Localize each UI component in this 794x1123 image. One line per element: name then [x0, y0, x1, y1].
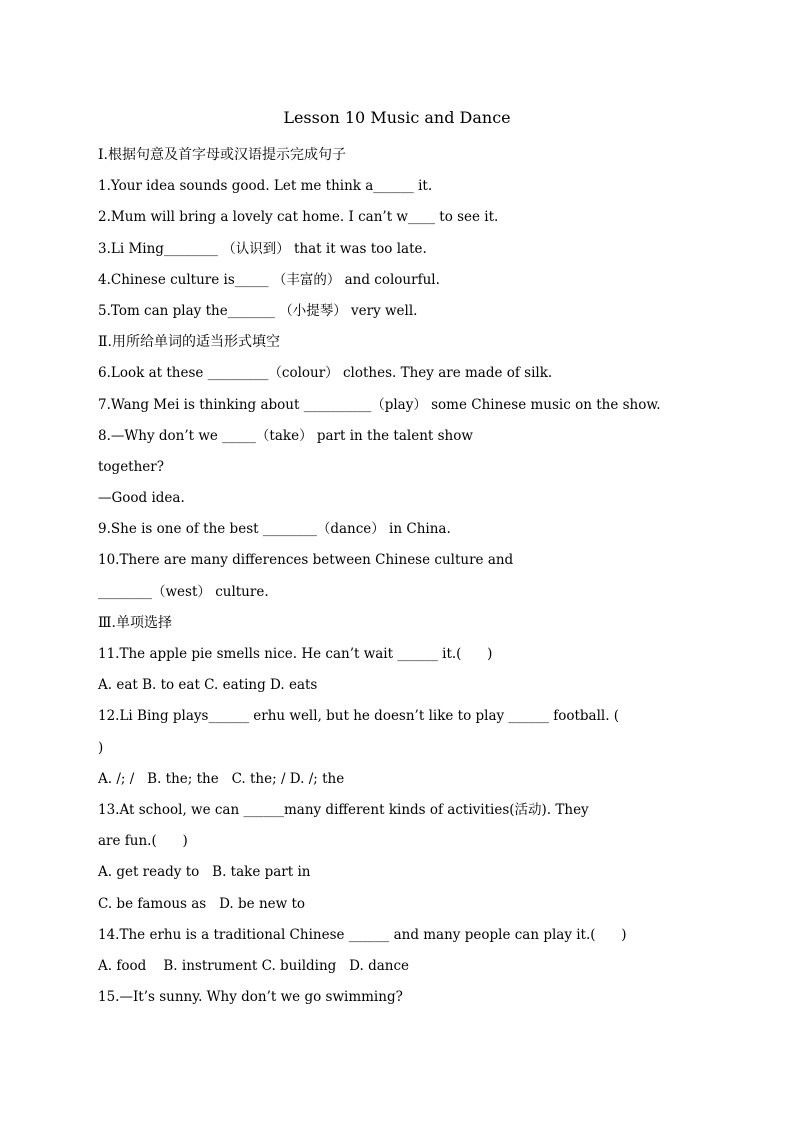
- question-3: 3.Li Ming________ （认识到） that it was too late.: [98, 240, 427, 257]
- section-heading-1: Ⅰ.根据句意及首字母或汉语提示完成句子: [98, 147, 346, 163]
- question-14-options: A. food B. instrument C. building D. dance: [98, 957, 410, 974]
- question-10: 10.There are many differences between Chinese culture and: [98, 552, 514, 569]
- question-11: 11.The apple pie smells nice. He can’t wait ______ it.( ): [98, 646, 493, 662]
- question-5: 5.Tom can play the_______ （小提琴） very well.: [98, 302, 418, 319]
- question-10-continued: ________（west） culture.: [98, 583, 269, 600]
- question-13-options-cd: C. be famous as D. be new to: [98, 895, 306, 912]
- question-1: 1.Your idea sounds good. Let me think a______ it.: [98, 178, 433, 195]
- exercise-body: [98, 142, 703, 1015]
- question-7: 7.Wang Mei is thinking about __________（play） some Chinese music on the show.: [98, 396, 661, 413]
- question-4: 4.Chinese culture is_____ （丰富的） and colourful.: [98, 271, 440, 288]
- question-13-options-ab: A. get ready to B. take part in: [98, 864, 311, 881]
- question-6: 6.Look at these _________（colour） clothes. They are made of silk.: [98, 365, 553, 382]
- question-12-continued: ): [98, 739, 104, 756]
- page-title: Lesson 10 Music and Dance: [283, 108, 511, 127]
- section-heading-2: Ⅱ.用所给单词的适当形式填空: [98, 334, 280, 351]
- question-8-reply: —Good idea.: [98, 490, 185, 507]
- question-14: 14.The erhu is a traditional Chinese ______ and many people can play it.( ): [98, 926, 627, 943]
- question-9: 9.She is one of the best ________（dance） in China.: [98, 521, 451, 538]
- question-15: 15.—It’s sunny. Why don’t we go swimming?: [98, 989, 403, 1006]
- question-12-options: A. /; / B. the; the C. the; / D. /; the: [98, 770, 345, 787]
- question-2: 2.Mum will bring a lovely cat home. I can’t w____ to see it.: [98, 209, 499, 226]
- question-13-continued: are fun.( ): [98, 833, 188, 850]
- question-8-continued: together?: [98, 458, 164, 475]
- section-heading-3: Ⅲ.单项选择: [98, 614, 172, 631]
- question-12: 12.Li Bing plays______ erhu well, but he doesn’t like to play ______ football. (: [98, 708, 620, 725]
- question-8: 8.—Why don’t we _____（take） part in the talent show: [98, 427, 473, 444]
- question-13: 13.At school, we can ______many different kinds of activities(活动). They: [98, 801, 589, 818]
- question-11-options: A. eat B. to eat C. eating D. eats: [98, 677, 318, 694]
